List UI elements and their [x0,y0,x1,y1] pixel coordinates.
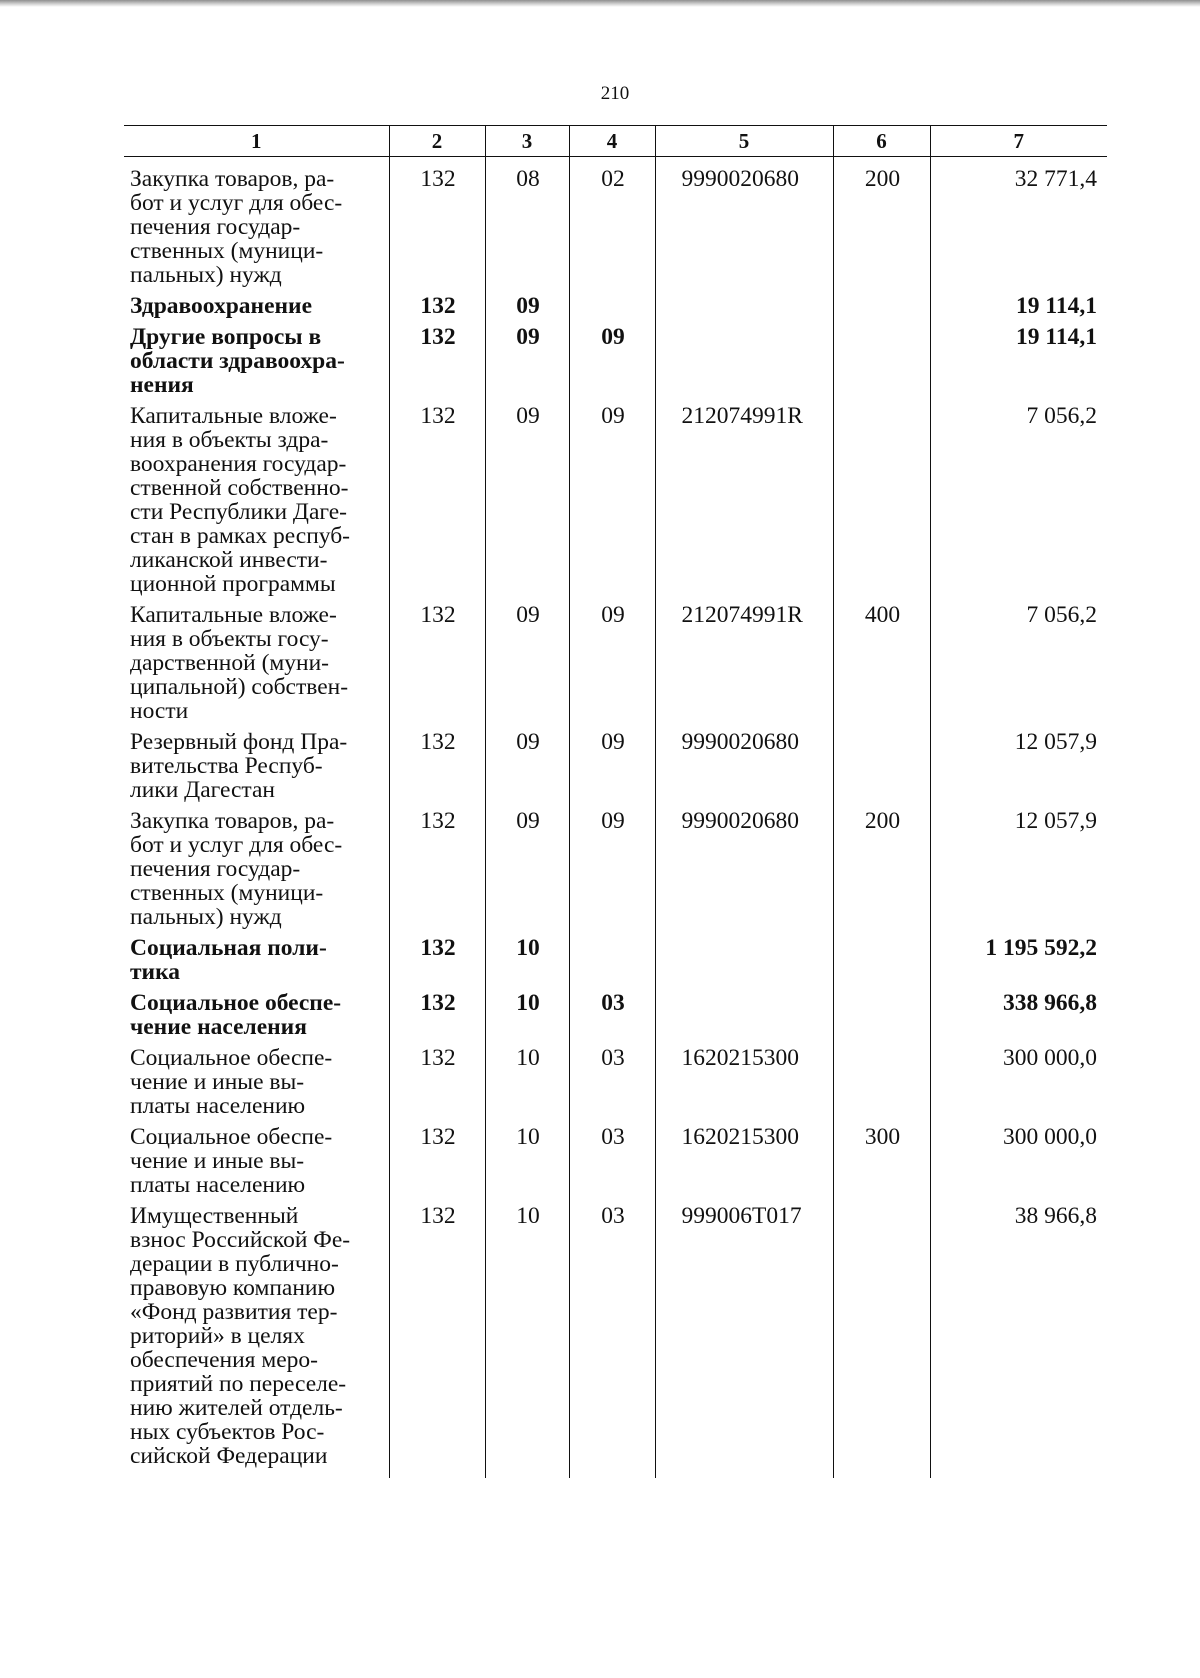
table-row [124,599,1107,726]
code-6-cell: 400 [833,599,930,726]
code-4-cell: 03 [569,987,655,1042]
code-4-cell: 03 [569,1042,655,1121]
amount-cell: 32 771,4 [930,157,1107,291]
code-3-cell: 10 [485,1200,569,1478]
row-name-cell: Капитальные вложе- ния в объекты здра- воохранения государ- ственной собственно- сти Республики Даге- стан в рамках респуб- ликанской инвести- ционной программы [130,403,351,597]
amount-cell: 38 966,8 [930,1200,1107,1478]
amount-cell: 300 000,0 [930,1121,1107,1200]
code-4-cell: 09 [569,321,655,400]
amount-cell: 12 057,9 [930,726,1107,805]
code-4-cell: 09 [569,599,655,726]
column-header-4: 4 [569,126,655,157]
table-row [124,932,1107,987]
code-6-cell: 200 [833,805,930,932]
code-3-cell: 10 [485,987,569,1042]
column-header-7: 7 [930,126,1107,157]
column-header-3: 3 [485,126,569,157]
code-3-cell: 08 [485,157,569,291]
code-6-cell: 200 [833,157,930,291]
amount-cell: 338 966,8 [930,987,1107,1042]
code-4-cell: 03 [569,1200,655,1478]
code-3-cell: 09 [485,805,569,932]
table-row [124,1200,1107,1478]
amount-cell: 300 000,0 [930,1042,1107,1121]
code-4-cell: 02 [569,157,655,291]
row-name-cell: Социальное обеспе- чение и иные вы- платы населению [130,1045,333,1119]
table-row [124,400,1107,599]
code-3-cell: 09 [485,726,569,805]
column-header-5: 5 [655,126,833,157]
row-name-cell: Здравоохранение [130,293,313,319]
code-2-cell: 132 [389,400,485,599]
code-3-cell: 09 [485,599,569,726]
code-2-cell: 132 [389,932,485,987]
code-5-cell [655,290,833,321]
code-6-cell [833,987,930,1042]
code-2-cell: 132 [389,1121,485,1200]
code-3-cell: 10 [485,932,569,987]
amount-cell: 19 114,1 [930,290,1107,321]
code-2-cell: 132 [389,599,485,726]
table-row [124,321,1107,400]
code-5-cell: 212074991R [655,599,833,726]
code-3-cell: 09 [485,400,569,599]
code-4-cell [569,290,655,321]
code-4-cell: 09 [569,400,655,599]
row-name-cell: Другие вопросы в области здравоохра- нения [130,324,345,398]
row-name-cell: Социальная поли- тика [130,935,327,985]
row-name-cell: Закупка товаров, ра- бот и услуг для обес- печения государ- ственных (муници- пальных) нужд [130,808,343,930]
code-4-cell: 03 [569,1121,655,1200]
code-4-cell: 09 [569,726,655,805]
table-row [124,987,1107,1042]
row-name-cell: Социальное обеспе- чение населения [130,990,342,1040]
table-row [124,805,1107,932]
table-row [124,726,1107,805]
column-header-1: 1 [124,126,389,157]
code-6-cell [833,932,930,987]
row-name-cell: Социальное обеспе- чение и иные вы- платы населению [130,1124,333,1198]
code-4-cell: 09 [569,805,655,932]
row-name-cell: Капитальные вложе- ния в объекты госу- дарственной (муни- ципальной) собствен- ности [130,602,349,724]
row-name-cell: Закупка товаров, ра- бот и услуг для обес- печения государ- ственных (муници- пальных) нужд [130,166,343,288]
row-name-cell: Резервный фонд Пра- вительства Респуб- лики Дагестан [130,729,348,803]
column-header-2: 2 [389,126,485,157]
table-row [124,157,1107,291]
code-3-cell: 10 [485,1042,569,1121]
code-2-cell: 132 [389,321,485,400]
amount-cell: 7 056,2 [930,400,1107,599]
code-5-cell: 1620215300 [655,1121,833,1200]
amount-cell: 19 114,1 [930,321,1107,400]
code-2-cell: 132 [389,157,485,291]
code-6-cell [833,321,930,400]
code-6-cell: 300 [833,1121,930,1200]
table-row [124,1121,1107,1200]
budget-table [124,125,1107,1478]
code-2-cell: 132 [389,805,485,932]
code-2-cell: 132 [389,290,485,321]
code-6-cell [833,290,930,321]
code-6-cell [833,1200,930,1478]
code-2-cell: 132 [389,987,485,1042]
code-4-cell [569,932,655,987]
table-body [124,157,1107,1479]
header-row [124,126,1107,157]
code-5-cell [655,321,833,400]
code-5-cell: 1620215300 [655,1042,833,1121]
code-5-cell: 212074991R [655,400,833,599]
amount-cell: 12 057,9 [930,805,1107,932]
amount-cell: 1 195 592,2 [930,932,1107,987]
code-6-cell [833,400,930,599]
code-5-cell: 9990020680 [655,726,833,805]
code-3-cell: 09 [485,321,569,400]
code-5-cell: 9990020680 [655,157,833,291]
amount-cell: 7 056,2 [930,599,1107,726]
code-2-cell: 132 [389,1200,485,1478]
code-2-cell: 132 [389,726,485,805]
code-5-cell [655,932,833,987]
column-header-6: 6 [833,126,930,157]
row-name-cell: Имущественный взнос Российской Фе- дерации в публично- правовую компанию «Фонд развития тер- риторий» в целях обеспечения меро- приятий по переселе- нию жителей отдель- ных субъектов Рос- сийской Федерации [130,1203,351,1469]
code-6-cell [833,1042,930,1121]
table-row [124,1042,1107,1121]
code-2-cell: 132 [389,1042,485,1121]
code-3-cell: 10 [485,1121,569,1200]
code-5-cell: 9990020680 [655,805,833,932]
page-number: 210 [600,83,630,104]
code-3-cell: 09 [485,290,569,321]
code-5-cell: 999006T017 [655,1200,833,1478]
scan-top-edge [0,0,1200,7]
code-6-cell [833,726,930,805]
table-row [124,290,1107,321]
code-5-cell [655,987,833,1042]
